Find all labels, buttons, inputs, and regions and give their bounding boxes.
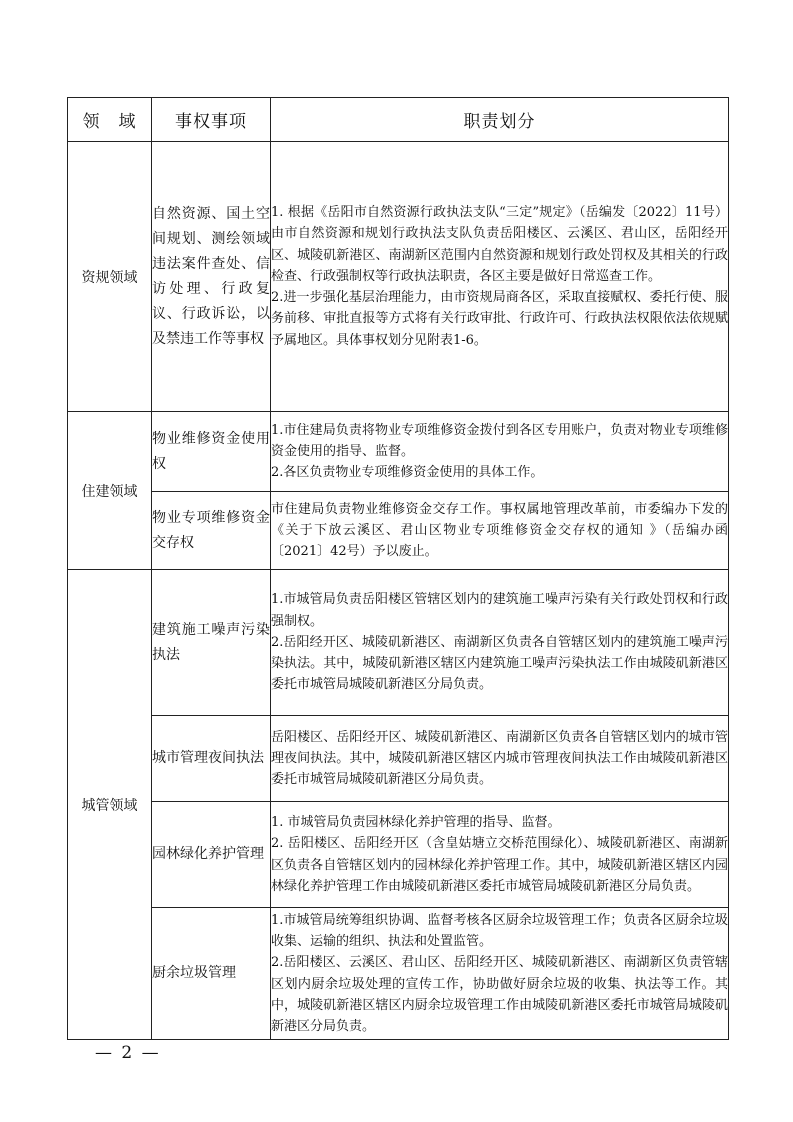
- duty-paragraph: 1.市住建局负责将物业专项维修资金拨付到各区专用账户，负责对物业专项维修资金使用的指导、监督。: [271, 422, 728, 459]
- duty-paragraph: 2.各区负责物业专项维修资金使用的具体工作。: [271, 465, 544, 481]
- duty-cell: [271, 802, 729, 908]
- duty-paragraph: 1.市城管局统筹组织协调、监督考核各区厨余垃圾管理工作；负责各区厨余垃圾收集、运输的组织、执法和处置监管。: [271, 912, 728, 949]
- domain-cell: 城管领域: [68, 570, 152, 1040]
- table-row: [68, 908, 729, 1040]
- header-row: [68, 98, 729, 142]
- table-row: [68, 142, 729, 412]
- item-cell: 城市管理夜间执法: [152, 716, 271, 802]
- table-body: [68, 98, 729, 1040]
- domain-cell: 资规领域: [68, 142, 152, 412]
- duty-cell: [271, 716, 729, 802]
- table-row: [68, 492, 729, 570]
- duty-paragraph: 1.市城管局负责岳阳楼区管辖区划内的建筑施工噪声污染有关行政处罚权和行政强制权。: [271, 592, 728, 629]
- duty-paragraph: 岳阳楼区、岳阳经开区、城陵矶新港区、南湖新区负责各自管辖区划内的城市管理夜间执法。其中，城陵矶新港区辖区内城市管理夜间执法工作由城陵矶新港区委托市城管局城陵矶新港区分局负责。: [271, 729, 728, 788]
- duty-cell: [271, 908, 729, 1040]
- item-cell: 物业专项维修资金交存权: [152, 492, 271, 570]
- duty-cell: [271, 570, 729, 716]
- duty-cell: [271, 142, 729, 412]
- header-item: 事权事项: [152, 98, 271, 142]
- table-row: [68, 802, 729, 908]
- item-cell: 园林绿化养护管理: [152, 802, 271, 908]
- duty-paragraph: 市住建局负责物业维修资金交存工作。事权属地管理改革前，市委编办下发的《关于下放云溪区、君山区物业专项维修资金交存权的通知 》（岳编办函〔2021〕42号）予以废止。: [271, 501, 728, 560]
- table-row: [68, 412, 729, 492]
- duty-paragraph: 2.岳阳楼区、云溪区、君山区、岳阳经开区、城陵矶新港区、南湖新区负责管辖区划内厨余垃圾处理的宣传工作，协助做好厨余垃圾的收集、执法等工作。其中，城陵矶新港区辖区内厨余垃圾管理工作由城陵矶新港区委托市城管局城陵矶新港区分局负责。: [271, 955, 728, 1035]
- item-cell: 厨余垃圾管理: [152, 908, 271, 1040]
- domain-cell: 住建领域: [68, 412, 152, 570]
- table-row: [68, 716, 729, 802]
- header-domain: 领 域: [68, 98, 152, 142]
- header-duty: 职责划分: [271, 98, 729, 142]
- duty-paragraph: 2.岳阳经开区、城陵矶新港区、南湖新区负责各自管辖区划内的建筑施工噪声污染执法。其中，城陵矶新港区辖区内建筑施工噪声污染执法工作由城陵矶新港区委托市城管局城陵矶新港区分局负责。: [271, 634, 728, 693]
- item-cell: 物业维修资金使用权: [152, 412, 271, 492]
- duty-cell: [271, 412, 729, 492]
- page-number: — 2 —: [95, 1043, 161, 1063]
- item-cell: 建筑施工噪声污染执法: [152, 570, 271, 716]
- responsibility-table: [67, 97, 729, 1040]
- item-cell: 自然资源、国土空间规划、测绘领域违法案件查处、信访处理、行政复议、行政诉讼，以及禁违工作等事权: [152, 142, 271, 412]
- table-row: [68, 570, 729, 716]
- duty-paragraph: 1. 根据《岳阳市自然资源行政执法支队“三定”规定》（岳编发〔2022〕11号）由市自然资源和规划行政执法支队负责岳阳楼区、云溪区、君山区，岳阳经开区、城陵矶新港区、南湖新区范围内自然资源和规划行政处罚权及其相关的行政检查、行政强制权等行政执法职责，各区主要是做好日常巡查工作。: [271, 204, 728, 284]
- duty-cell: [271, 492, 729, 570]
- duty-paragraph: 2. 岳阳楼区、岳阳经开区（含皇姑塘立交桥范围绿化）、城陵矶新港区、南湖新区负责各自管辖区划内的园林绿化养护管理工作。其中，城陵矶新港区辖区内园林绿化养护管理工作由城陵矶新港区委托市城管局城陵矶新港区分局负责。: [271, 836, 728, 894]
- duty-paragraph: 2.进一步强化基层治理能力，由市资规局商各区，采取直接赋权、委托行使、服务前移、审批直报等方式将有关行政审批、行政许可、行政执法权限依法依规赋予属地区。具体事权划分见附表1-6。: [271, 290, 728, 348]
- duty-paragraph: 1. 市城管局负责园林绿化养护管理的指导、监督。: [271, 814, 561, 830]
